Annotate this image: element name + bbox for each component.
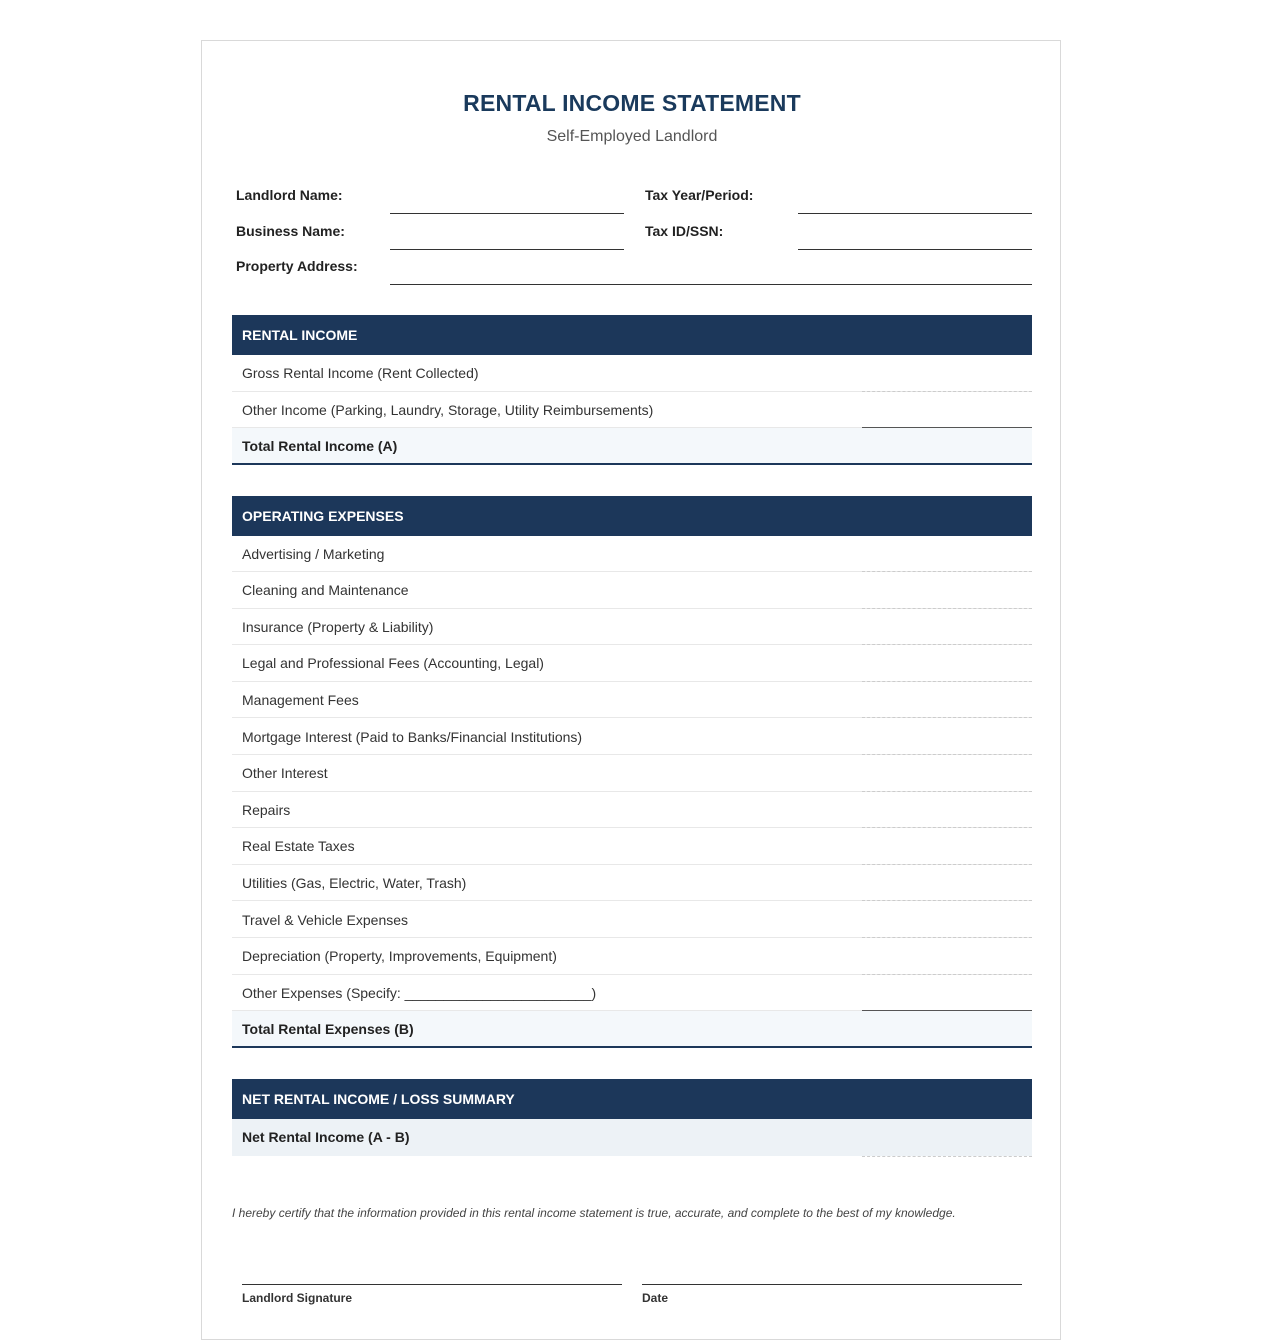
line-item-label: Other Interest (242, 765, 328, 782)
line-item-row (232, 392, 1032, 429)
operating-expenses-heading: OPERATING EXPENSES (232, 496, 1032, 536)
line-item-row (232, 536, 1032, 573)
line-item-row (232, 355, 1032, 392)
line-item-label: Travel & Vehicle Expenses (242, 911, 409, 928)
line-item-row (232, 792, 1032, 829)
landlord-signature-label: Landlord Signature (242, 1291, 353, 1305)
date-label: Date (642, 1291, 669, 1305)
statement-page (201, 40, 1061, 1340)
line-item-label: Utilities (Gas, Electric, Water, Trash) (242, 874, 467, 891)
line-item-row (232, 682, 1032, 719)
line-item-label: Advertising / Marketing (242, 545, 385, 562)
line-item-row (232, 828, 1032, 865)
tax-year-label: Tax Year/Period: (645, 187, 754, 203)
rental-income-heading: RENTAL INCOME (232, 315, 1032, 355)
total-label: Total Rental Income (A) (242, 438, 398, 455)
net-rental-income-amount-field[interactable] (862, 1156, 1032, 1157)
tax-id-label: Tax ID/SSN: (645, 223, 724, 239)
property-address-field[interactable] (390, 284, 1032, 285)
landlord-name-field[interactable] (390, 213, 624, 214)
tax-year-field[interactable] (798, 213, 1032, 214)
total-label: Total Rental Expenses (B) (242, 1021, 414, 1038)
line-item-label: Real Estate Taxes (242, 838, 355, 855)
line-item-label: Insurance (Property & Liability) (242, 618, 434, 635)
document-subtitle: Self-Employed Landlord (546, 128, 718, 145)
line-item-label: Cleaning and Maintenance (242, 582, 409, 599)
line-item-label: Depreciation (Property, Improvements, Equipment) (242, 948, 557, 965)
landlord-name-label: Landlord Name: (236, 187, 343, 203)
date-field[interactable] (642, 1284, 1022, 1285)
business-name-label: Business Name: (236, 223, 345, 239)
total-row (232, 1011, 1032, 1048)
certification-statement: I hereby certify that the information provided in this rental income statement is true, accurate, and complete to the best of my knowledge. (232, 1206, 956, 1220)
landlord-signature-field[interactable] (242, 1284, 622, 1285)
line-item-label: Repairs (242, 801, 291, 818)
line-item-label: Gross Rental Income (Rent Collected) (242, 365, 479, 381)
net-summary-heading: NET RENTAL INCOME / LOSS SUMMARY (232, 1079, 1032, 1119)
line-item-row (232, 865, 1032, 902)
business-name-field[interactable] (390, 249, 624, 250)
document-title: RENTAL INCOME STATEMENT (463, 90, 801, 116)
tax-id-field[interactable] (798, 249, 1032, 250)
line-item-label: Management Fees (242, 691, 359, 708)
line-item-row (232, 902, 1032, 939)
line-item-row (232, 755, 1032, 792)
net-rental-income-label: Net Rental Income (A - B) (242, 1129, 410, 1145)
line-item-row (232, 975, 1032, 1012)
line-item-row (232, 719, 1032, 756)
line-item-label: Other Expenses (Specify: ________________________) (242, 984, 597, 1001)
property-address-label: Property Address: (236, 258, 358, 274)
line-item-row (232, 645, 1032, 682)
line-item-row (232, 572, 1032, 609)
line-item-row (232, 938, 1032, 975)
net-rental-income-row (232, 1119, 1032, 1156)
line-item-label: Other Income (Parking, Laundry, Storage, Utility Reimbursements) (242, 401, 654, 418)
total-row (232, 428, 1032, 465)
line-item-label: Mortgage Interest (Paid to Banks/Financial Institutions) (242, 728, 583, 745)
line-item-row (232, 609, 1032, 646)
line-item-label: Legal and Professional Fees (Accounting, Legal) (242, 655, 544, 672)
